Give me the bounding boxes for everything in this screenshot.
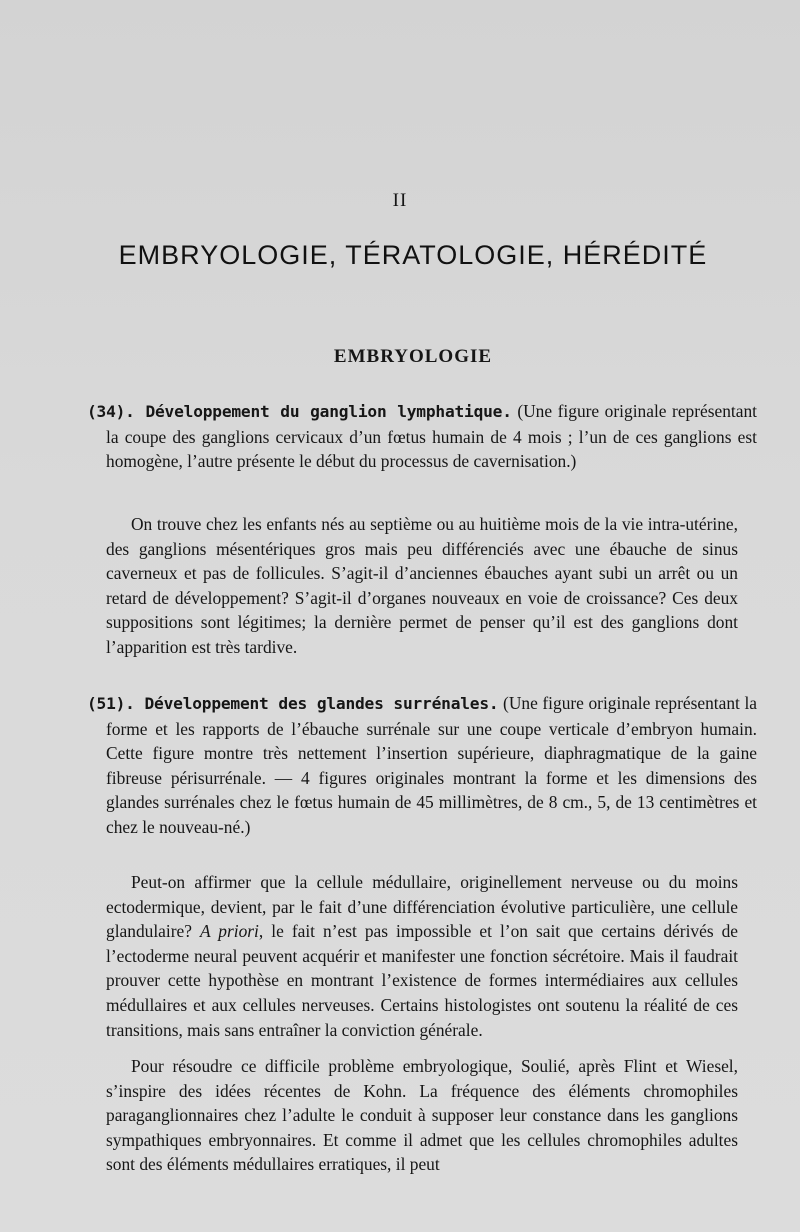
paragraph-soulie: Pour résoudre ce difficile problème embryologique, Soulié, après Flint et Wiesel, s’inspire des idées récentes de Kohn. La fréquence des éléments chromophiles paraganglionnaires chez l’adulte le conduit à supposer leur constance dans les ganglions sympathiques embryonnaires. Et comme il admet que les cellules chromophiles adultes sont des éléments médullaires erratiques, il peut (106, 1056, 738, 1175)
a-priori-italic: A priori (199, 921, 259, 942)
paragraph-ganglions: On trouve chez les enfants nés au septième ou au huitième mois de la vie intra-utérine, des ganglions mésentériques gros mais peu différenciés avec une ébauche de sinus caverneux et pas de follicules. S’agit-il d’anciennes ébauches ayant subi un arrêt ou un retard de développement? S’agit-il d’organes nouveaux en voie de croissance? Ces deux suppositions sont légitimes; la dernière permet de penser qu’il est des ganglions dont l’apparition est très tardive. (106, 514, 738, 657)
entry-34-heading: (34). Développement du ganglion lymphatique. (87, 402, 512, 421)
paragraph-cellule-medullaire (106, 870, 738, 1042)
paragraph-cellule-medullaire-part2: , le fait n’est pas impossible et l’on sait que certains dérivés de l’ectoderme neural peuvent acquérir et manifester une fonction sécrétoire. Mais il faudrait prouver cette hypothèse en montrant l’existence de formes intermédiaires aux cellules médullaires et aux cellules nerveuses. Certains histologistes ont soutenu la réalité de ces transitions, mais sans entraîner la conviction générale. (106, 921, 739, 1040)
paragraph-cellule-medullaire-part1: Peut-on affirmer que la cellule médullaire, originellement nerveuse ou du moins ectodermique, devient, par le fait d’une différenciation évolutive particulière, une cellule glandulaire? (106, 872, 738, 942)
entry-51 (87, 691, 757, 840)
entry-51-description: (Une figure originale représentant la forme et les rapports de l’ébauche surrénale sur une coupe verticale d’embryon humain. Cette figure montre très nettement l’insertion supérieure, diaphragmatique de la gaine fibreuse périsurrénale. — 4 figures originales montrant la forme et les dimensions des glandes surrénales chez le fœtus humain de 45 millimètres, de 8 cm., 5, de 13 centimètres et chez le nouveau-né.) (106, 693, 757, 837)
chapter-number: II (392, 190, 408, 211)
chapter-title: EMBRYOLOGIE, TÉRATOLOGIE, HÉRÉDITÉ (118, 240, 708, 270)
entry-34 (87, 399, 757, 474)
entry-34-description: (Une figure originale représentant la coupe des ganglions cervicaux d’un fœtus humain de 4 mois ; l’un de ces ganglions est homogène, l’autre présente le début du processus de cavernisation.) (106, 401, 758, 472)
entry-51-heading: (51). Développement des glandes surrénales. (87, 694, 499, 713)
section-title: EMBRYOLOGIE (333, 346, 493, 367)
